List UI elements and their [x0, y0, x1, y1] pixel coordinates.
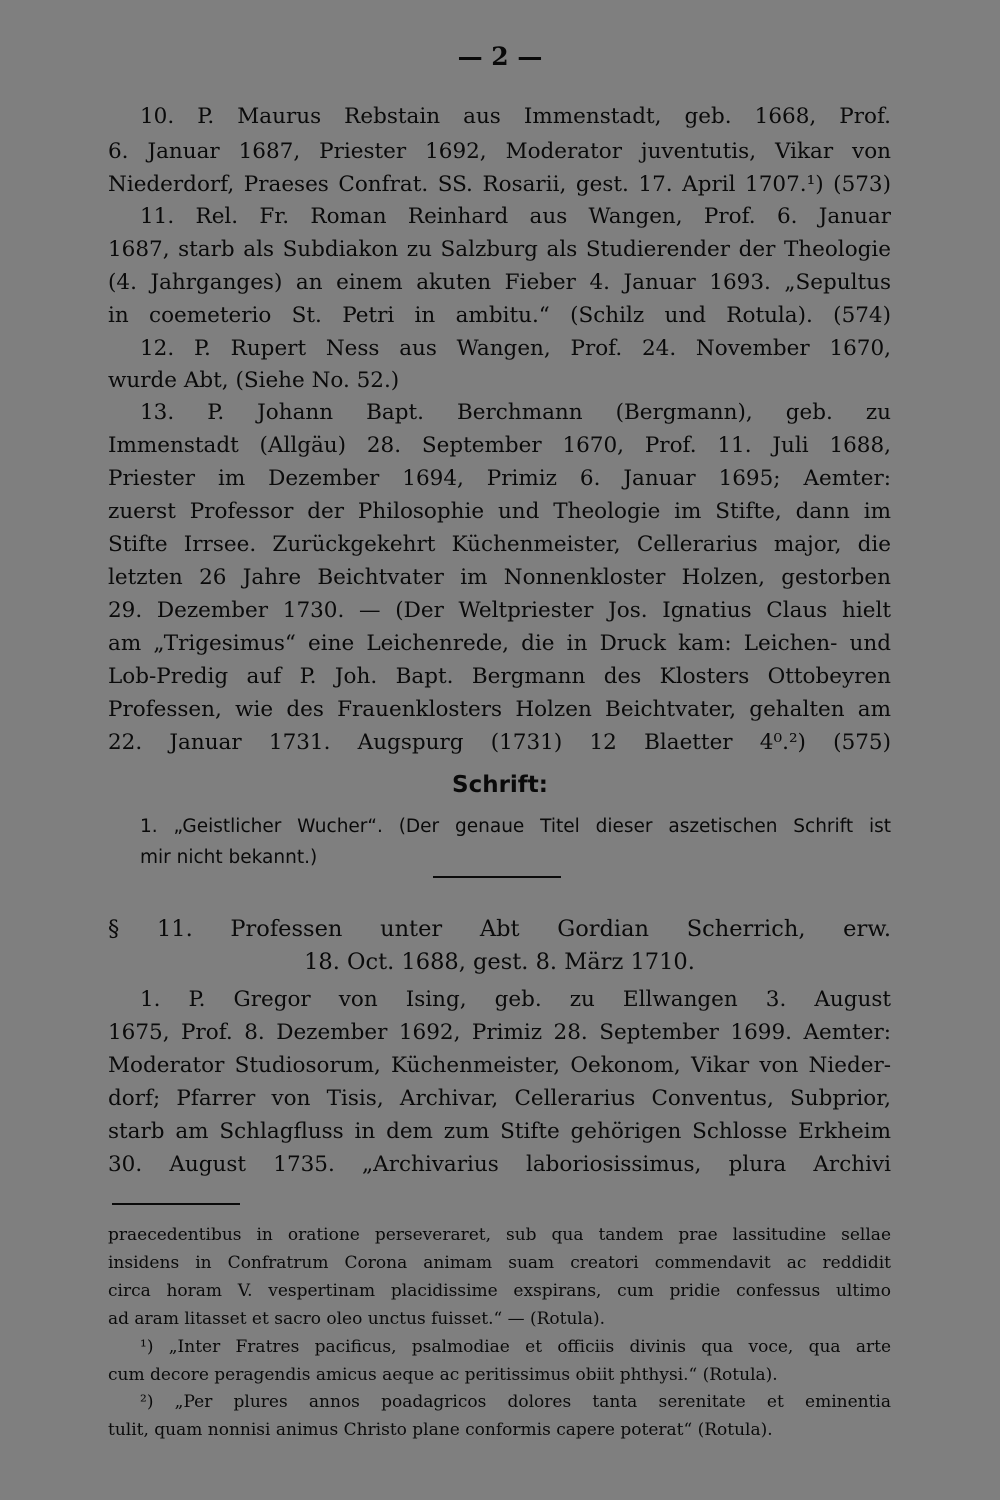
- section-heading-line-2: 18. Oct. 1688, gest. 8. März 1710.: [304, 949, 695, 975]
- entry-13-line-8: am „Trigesimus“ eine Leichenrede, die in Druck kam: Leichen- und: [108, 631, 891, 656]
- entry-s11-1-line-5: starb am Schlagfluss in dem zum Stifte gehörigen Schlosse Erkheim: [108, 1119, 891, 1144]
- entry-13-line-11: 22. Januar 1731. Augspurg (1731) 12 Blaetter 4⁰.²) (575): [108, 730, 891, 755]
- footnote-2-line-1: ²) „Per plures annos poadagricos dolores tanta serenitate et eminentia: [140, 1392, 891, 1412]
- entry-13-line-7: 29. Dezember 1730. — (Der Weltpriester Jos. Ignatius Claus hielt: [108, 598, 891, 623]
- entry-10-line-2: 6. Januar 1687, Priester 1692, Moderator juventutis, Vikar von: [108, 139, 891, 164]
- footnote-1-line-2: cum decore peragendis amicus aeque ac peritissimus obiit phthysi.“ (Rotula).: [108, 1365, 778, 1385]
- entry-12-line-1: 12. P. Rupert Ness aus Wangen, Prof. 24. November 1670,: [140, 336, 891, 361]
- entry-11-line-4: in coemeterio St. Petri in ambitu.“ (Schilz und Rotula). (574): [108, 303, 891, 328]
- entry-13-line-5: Stifte Irrsee. Zurückgekehrt Küchenmeister, Cellerarius major, die: [108, 532, 891, 557]
- entry-11-line-2: 1687, starb als Subdiakon zu Salzburg als Studierender der Theologie: [108, 237, 891, 262]
- entry-13-line-2: Immenstadt (Allgäu) 28. September 1670, Prof. 11. Juli 1688,: [108, 433, 891, 458]
- footnote-continuation-line-4: ad aram litasset et sacro oleo unctus fuisset.“ — (Rotula).: [108, 1309, 606, 1329]
- footnote-continuation-line-1: praecedentibus in oratione perseveraret, sub qua tandem prae lassitudine sellae: [108, 1225, 891, 1245]
- entry-11-line-3: (4. Jahrganges) an einem akuten Fieber 4. Januar 1693. „Sepultus: [108, 270, 891, 295]
- entry-11-line-1: 11. Rel. Fr. Roman Reinhard aus Wangen, Prof. 6. Januar: [140, 204, 891, 229]
- entry-s11-1-line-2: 1675, Prof. 8. Dezember 1692, Primiz 28. September 1699. Aemter:: [108, 1020, 891, 1045]
- footnote-1-line-1: ¹) „Inter Fratres pacificus, psalmodiae et officiis divinis qua voce, qua arte: [140, 1337, 891, 1357]
- entry-12-line-2: wurde Abt, (Siehe No. 52.): [108, 368, 400, 393]
- entry-13-line-1: 13. P. Johann Bapt. Berchmann (Bergmann), geb. zu: [140, 400, 891, 425]
- footnote-rule: [112, 1203, 240, 1205]
- section-divider-rule: [433, 876, 561, 878]
- entry-13-line-10: Professen, wie des Frauenklosters Holzen Beichtvater, gehalten am: [108, 697, 891, 722]
- schrift-line-1: 1. „Geistlicher Wucher“. (Der genaue Titel dieser aszetischen Schrift ist: [140, 816, 891, 837]
- schrift-line-2: mir nicht bekannt.): [140, 847, 318, 868]
- entry-13-line-3: Priester im Dezember 1694, Primiz 6. Januar 1695; Aemter:: [108, 466, 891, 491]
- entry-s11-1-line-3: Moderator Studiosorum, Küchenmeister, Oekonom, Vikar von Nieder-: [108, 1053, 891, 1078]
- entry-s11-1-line-1: 1. P. Gregor von Ising, geb. zu Ellwangen 3. August: [140, 987, 891, 1012]
- section-heading-line-1: § 11. Professen unter Abt Gordian Scherrich, erw.: [108, 916, 891, 942]
- footnote-2-line-2: tulit, quam nonnisi animus Christo plane conformis capere poterat“ (Rotula).: [108, 1420, 773, 1440]
- entry-s11-1-line-4: dorf; Pfarrer von Tisis, Archivar, Cellerarius Conventus, Subprior,: [108, 1086, 891, 1111]
- footnote-continuation-line-2: insidens in Confratrum Corona animam suam creatori commendavit ac reddidit: [108, 1253, 891, 1273]
- entry-13-line-9: Lob-Predig auf P. Joh. Bapt. Bergmann des Klosters Ottobeyren: [108, 664, 891, 689]
- footnote-continuation-line-3: circa horam V. vespertinam placidissime exspirans, cum pridie confessus ultimo: [108, 1281, 891, 1301]
- page-number: — 2 —: [457, 42, 543, 71]
- entry-13-line-4: zuerst Professor der Philosophie und Theologie im Stifte, dann im: [108, 499, 891, 524]
- entry-s11-1-line-6: 30. August 1735. „Archivarius laboriosissimus, plura Archivi: [108, 1152, 891, 1177]
- entry-10-line-1: 10. P. Maurus Rebstain aus Immenstadt, geb. 1668, Prof.: [140, 104, 891, 129]
- entry-13-line-6: letzten 26 Jahre Beichtvater im Nonnenkloster Holzen, gestorben: [108, 565, 891, 590]
- entry-10-line-3: Niederdorf, Praeses Confrat. SS. Rosarii, gest. 17. April 1707.¹) (573): [108, 172, 891, 197]
- schrift-heading: Schrift:: [452, 772, 548, 798]
